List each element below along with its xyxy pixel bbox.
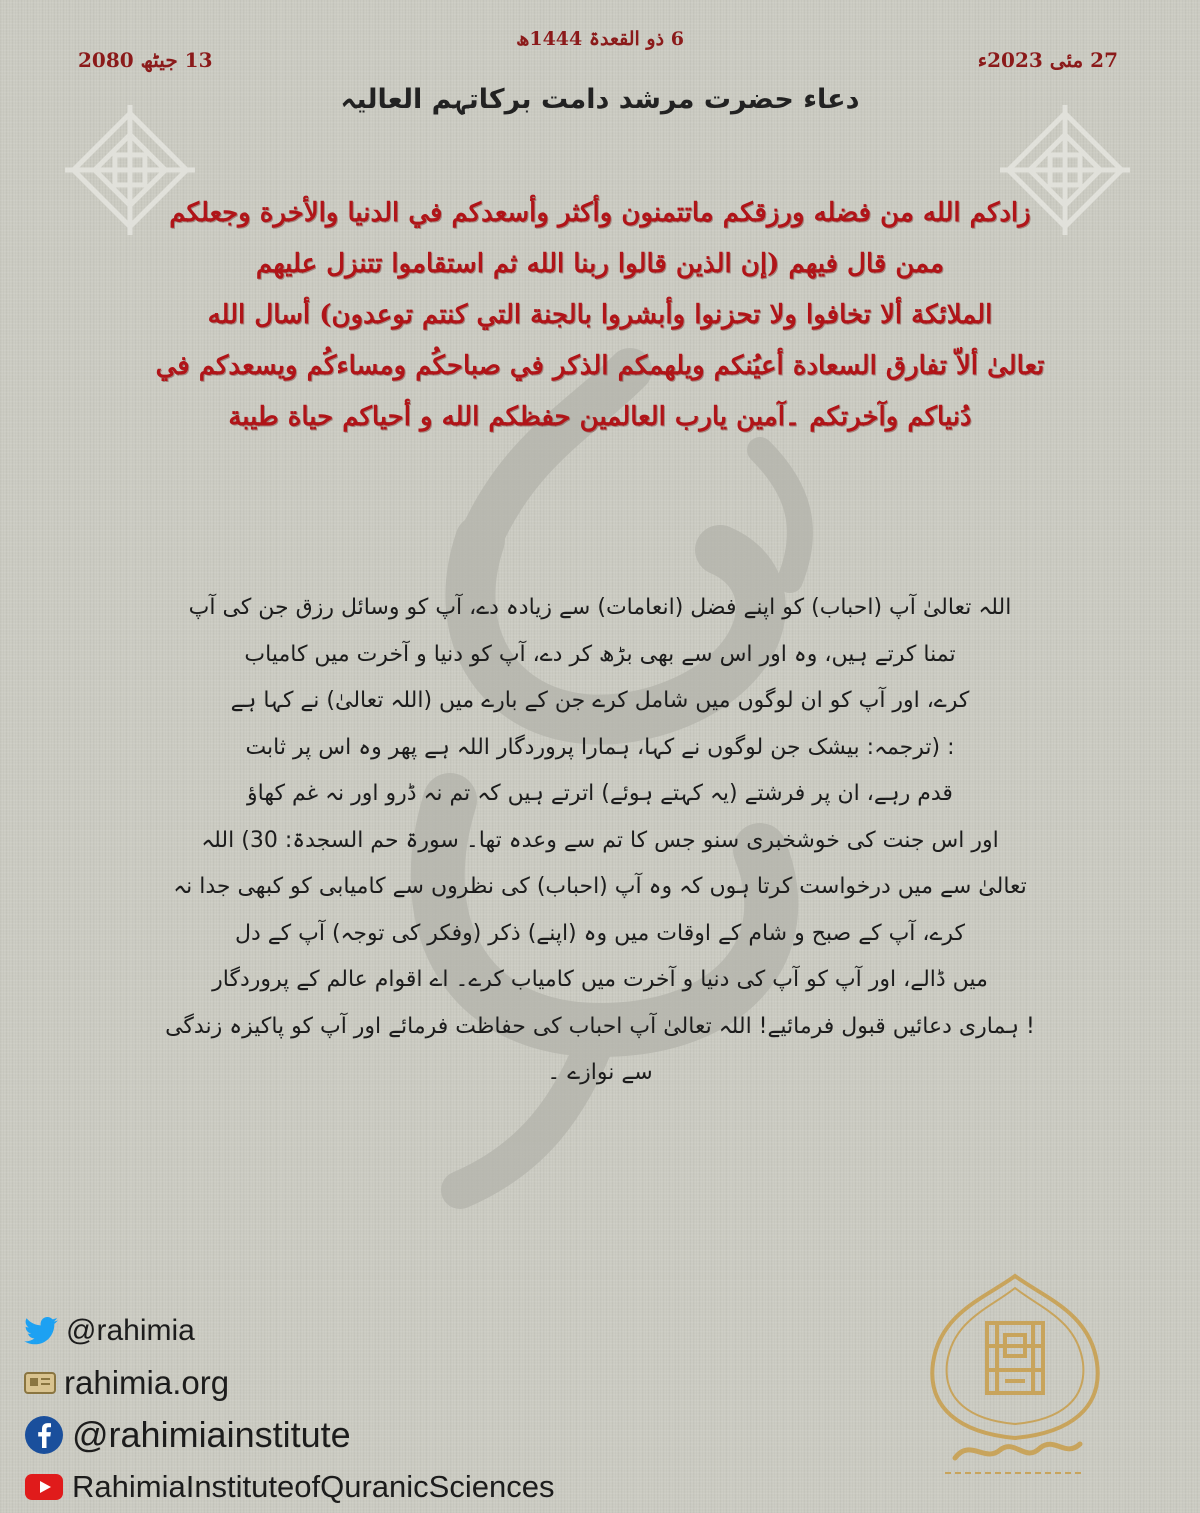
youtube-icon — [24, 1473, 64, 1501]
youtube-channel: RahimiaInstituteofQuranicSciences — [72, 1469, 555, 1504]
web-icon — [24, 1370, 56, 1396]
arabic-line: الملائكة ألا تخافوا ولا تحزنوا وأبشروا بالجنة التي كنتم توعدون) أسال الله — [207, 300, 993, 330]
urdu-line: تمنا کرتے ہیں، وہ اور اس سے بھی بڑھ کر دے، آپ کو دنیا و آخرت میں کامیاب — [244, 641, 956, 667]
urdu-line: سے نوازے ۔ — [547, 1060, 653, 1085]
date-gregorian: 27 مئی 2023ء — [977, 48, 1118, 72]
arabic-line: زادکم الله من فضله ورزقکم ماتتمنون وأكثر وأسعدکم في الدنيا والأخرة وجعلكم — [169, 198, 1031, 228]
urdu-line: اور اس جنت کی خوشخبری سنو جس کا تم سے وعدہ تھا۔ سورۃ حم السجدۃ: 30) اللہ — [201, 827, 999, 853]
urdu-line: ! ہماری دعائیں قبول فرمائیے! اللہ تعالیٰ آپ احباب کی حفاظت فرمائے اور آپ کو پاکیزہ زندگی — [165, 1013, 1035, 1039]
facebook-handle: @rahimiainstitute — [72, 1414, 351, 1455]
website-link[interactable] — [24, 1357, 554, 1409]
urdu-line: کرے، آپ کے صبح و شام کے اوقات میں وہ (اپنے) ذکر (وفکر کی توجہ) آپ کے دل — [235, 920, 965, 946]
twitter-icon — [24, 1317, 58, 1345]
arabic-line: تعالیٰ ألاّ تفارق السعادة أعيُنكم ويلهمكم الذكر في صباحكُم ومساءكُم ويسعدكم في — [155, 351, 1045, 381]
urdu-translation — [110, 585, 1090, 1097]
urdu-line: : (ترجمہ: بیشک جن لوگوں نے کہا، ہمارا پروردگار اللہ ہے پھر وہ اس پر ثابت — [245, 734, 955, 760]
social-links — [24, 1305, 554, 1513]
facebook-link[interactable] — [24, 1409, 554, 1461]
urdu-line: کرے، اور آپ کو ان لوگوں میں شامل کرے جن کے بارے میں (اللہ تعالیٰ) نے کہا ہے — [230, 688, 970, 713]
arabic-line: دُنياكم وآخرتكم ۔آمين يارب العالمين حفظكم الله و أحياكم حياة طيبة — [228, 402, 972, 432]
youtube-link[interactable] — [24, 1461, 554, 1513]
website-url: rahimia.org — [64, 1364, 230, 1401]
facebook-icon — [24, 1415, 64, 1455]
arabic-line: ممن قال فيهم (إن الذين قالوا ربنا الله ثم استقاموا تتنزل عليهم — [255, 249, 945, 279]
urdu-line: تعالیٰ سے میں درخواست کرتا ہوں کہ وہ آپ (احباب) کی نظروں سے کامیابی کو کبھی جدا نہ — [173, 874, 1027, 899]
rahimia-logo — [915, 1268, 1115, 1490]
urdu-line: اللہ تعالیٰ آپ (احباب) کو اپنے فضل (انعامات) سے زیادہ دے، آپ کو وسائل رزق جن کی آپ — [188, 595, 1012, 620]
urdu-line: میں ڈالے، اور آپ کو آپ کی دنیا و آخرت میں کامیاب کرے۔ اے اقوام عالم کے پروردگار — [212, 967, 988, 992]
twitter-handle: @rahimia — [66, 1314, 195, 1347]
date-hijri: 6 ذو القعدۃ 1444ھ — [516, 28, 684, 50]
urdu-line: قدم رہے، ان پر فرشتے (یہ کہتے ہوئے) اترتے ہیں کہ تم نہ ڈرو اور نہ غم کھاؤ — [247, 781, 953, 806]
page-title: دعاء حضرت مرشد دامت برکاتہم العالیہ — [340, 84, 860, 115]
arabic-prayer — [90, 188, 1110, 443]
date-bikrami: 13 جیٹھ 2080 — [78, 48, 213, 72]
twitter-link[interactable] — [24, 1305, 554, 1357]
